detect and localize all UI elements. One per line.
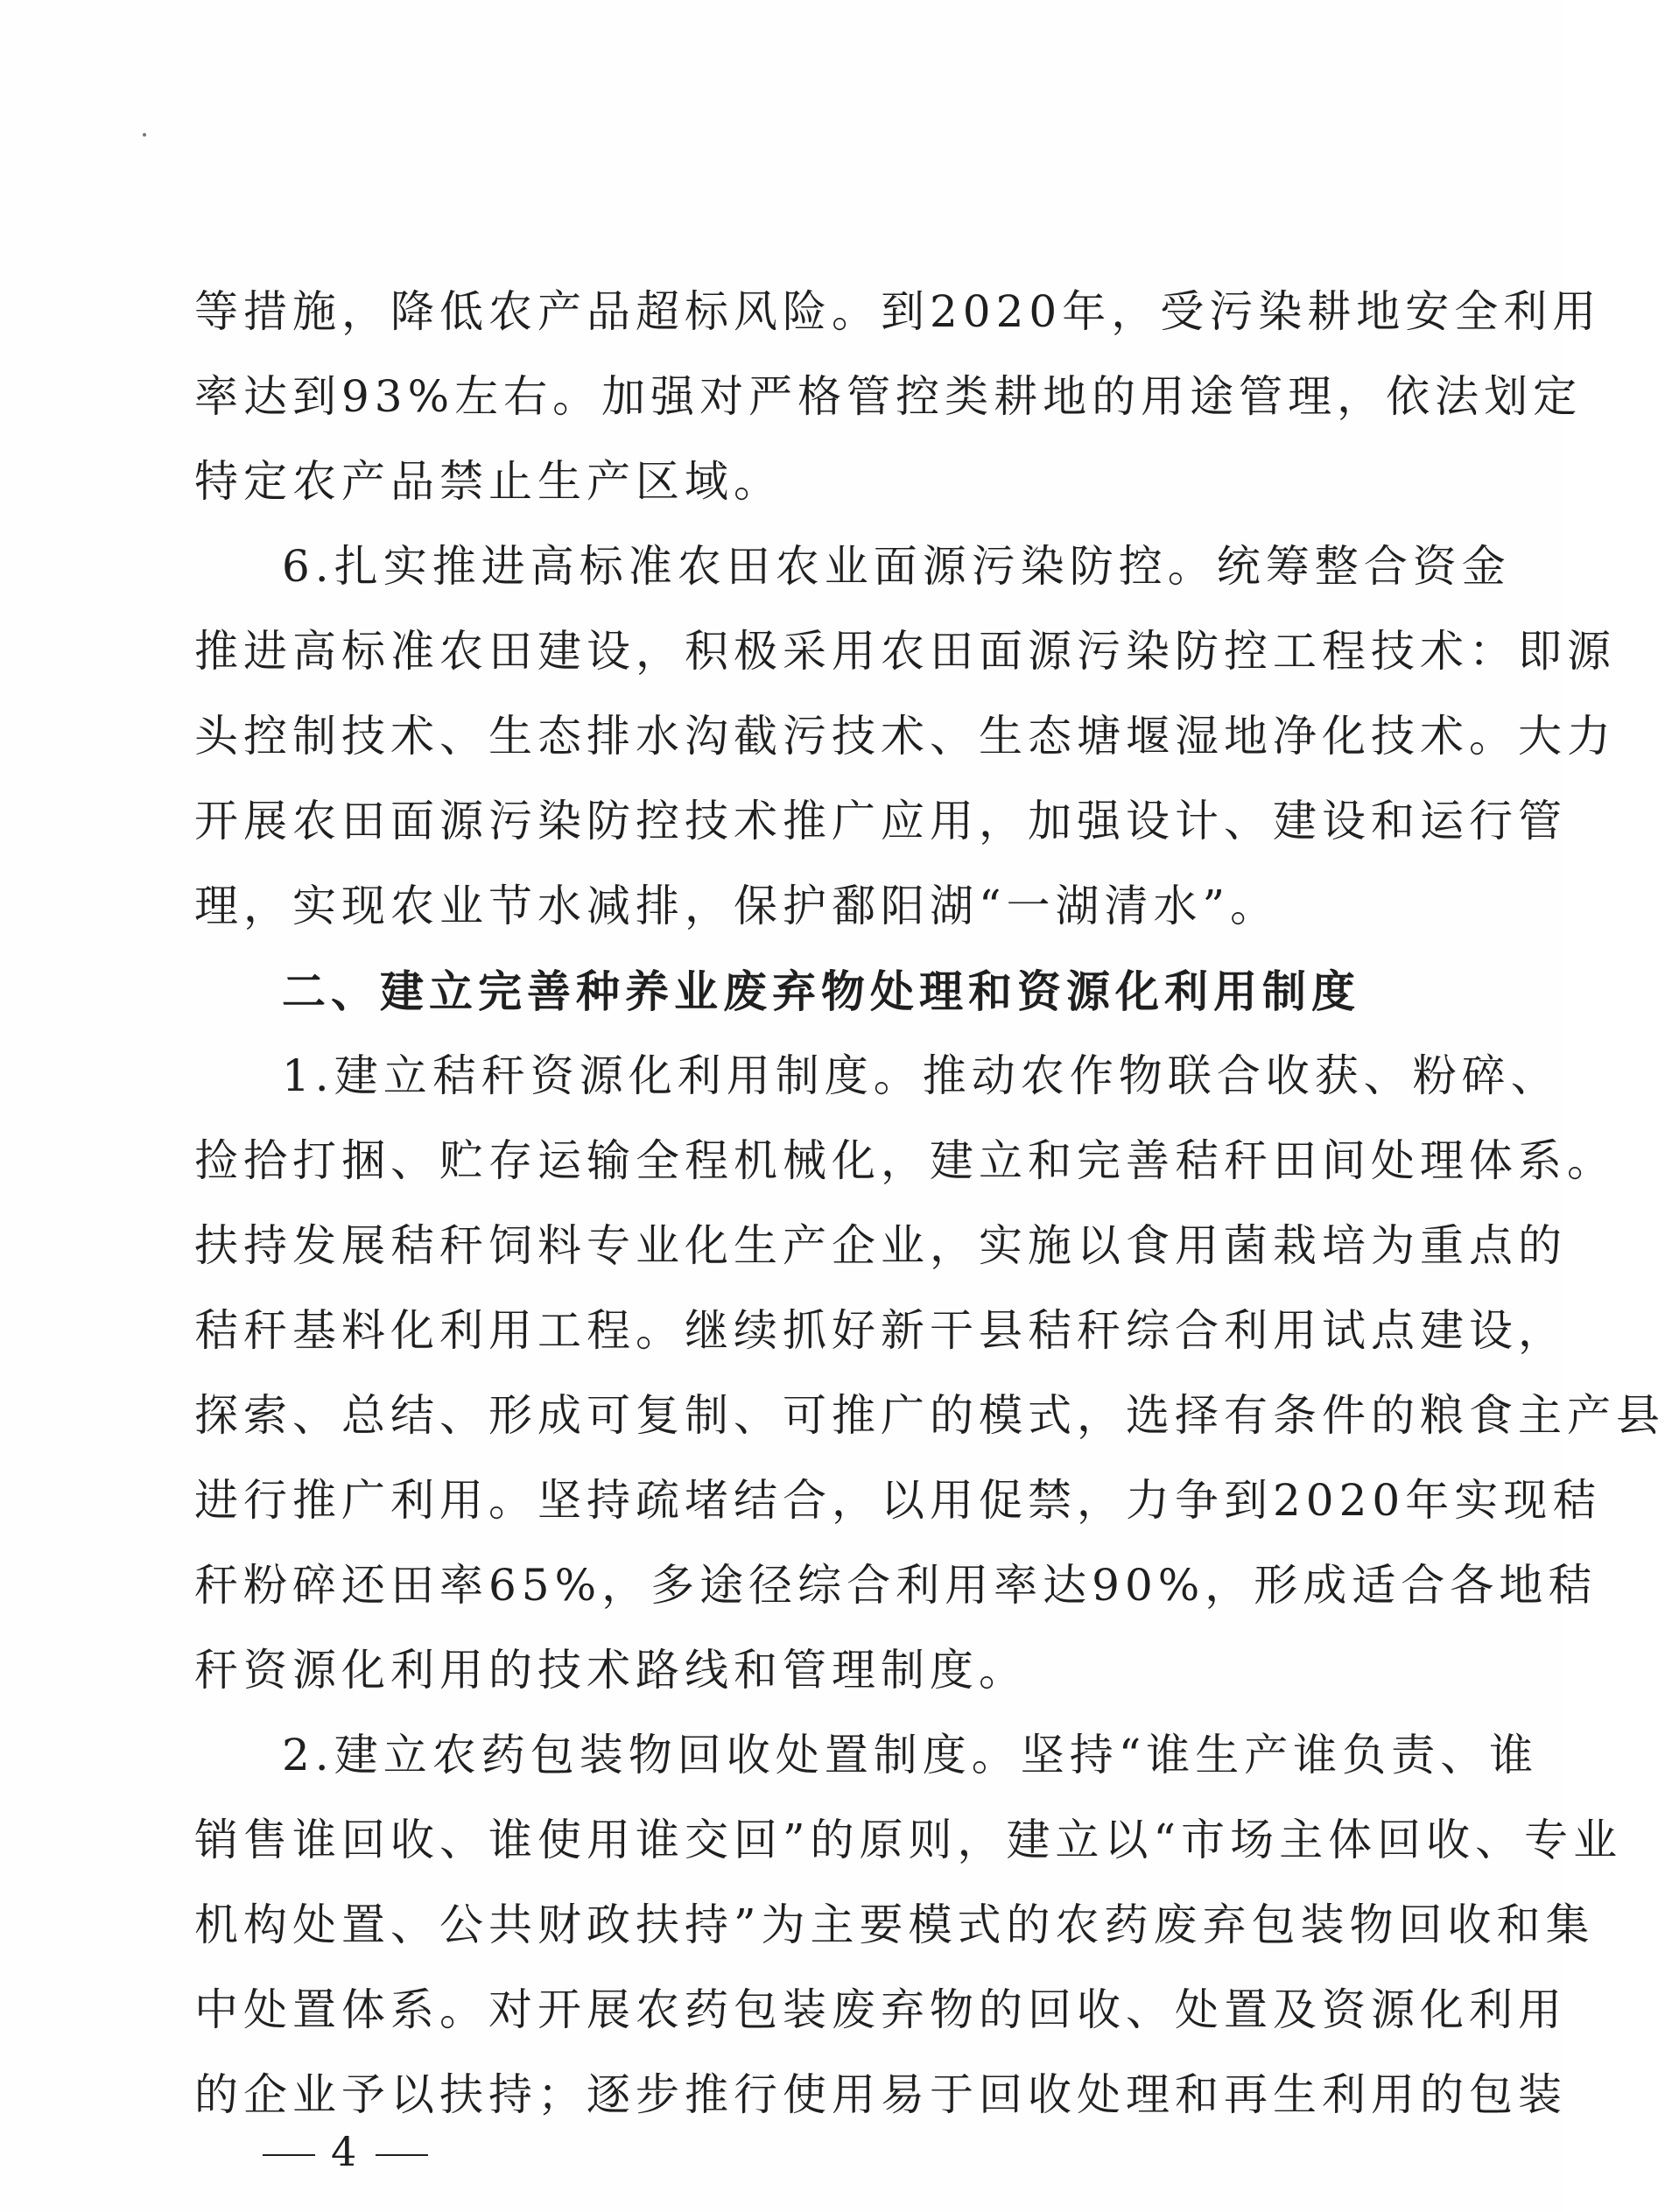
body-line: 机构处置、公共财政扶持”为主要模式的农药废弃包装物回收和集	[194, 1900, 1595, 1950]
page-number-footer	[247, 2125, 444, 2178]
body-line: 的企业予以扶持；逐步推行使用易于回收处理和再生利用的包装	[194, 2069, 1567, 2120]
body-line: 6.扎实推进高标准农田农业面源污染防控。统筹整合资金	[282, 541, 1511, 592]
body-line: 秆资源化利用的技术路线和管理制度。	[194, 1645, 1028, 1696]
body-line: 销售谁回收、谁使用谁交回”的原则，建立以“市场主体回收、专业	[194, 1815, 1623, 1865]
body-line: 捡拾打捆、贮存运输全程机械化，建立和完善秸秆田间处理体系。	[194, 1135, 1616, 1186]
body-line: 理，实现农业节水减排，保护鄱阳湖“一湖清水”。	[194, 881, 1280, 931]
page-number-dash-left	[263, 2154, 315, 2156]
body-line: 开展农田面源污染防控技术推广应用，加强设计、建设和运行管	[194, 796, 1567, 846]
body-line: 秆粉碎还田率65%，多途径综合利用率达90%，形成适合各地秸	[194, 1560, 1598, 1611]
body-line: 扶持发展秸秆饲料专业化生产企业，实施以食用菌栽培为重点的	[194, 1220, 1567, 1271]
body-line: 探索、总结、形成可复制、可推广的模式，选择有条件的粮食主产县	[194, 1390, 1665, 1441]
body-line: 进行推广利用。坚持疏堵结合，以用促禁，力争到2020年实现秸	[194, 1475, 1602, 1526]
body-line: 率达到93%左右。加强对严格管控类耕地的用途管理，依法划定	[194, 371, 1583, 422]
document-body	[194, 270, 1665, 2138]
body-line: 秸秆基料化利用工程。继续抓好新干县秸秆综合利用试点建设，	[194, 1305, 1567, 1356]
section-heading: 二、建立完善种养业废弃物处理和资源化利用制度	[282, 966, 1360, 1017]
page-number-dash-right	[376, 2154, 428, 2156]
body-line: 等措施，降低农产品超标风险。到2020年，受污染耕地安全利用	[194, 286, 1602, 337]
body-line: 推进高标准农田建设，积极采用农田面源污染防控工程技术：即源	[194, 626, 1616, 677]
scan-speck	[143, 133, 146, 137]
body-line: 中处置体系。对开展农药包装废弃物的回收、处置及资源化利用	[194, 1984, 1567, 2035]
body-line: 特定农产品禁止生产区域。	[194, 456, 783, 507]
body-line: 头控制技术、生态排水沟截污技术、生态塘堰湿地净化技术。大力	[194, 711, 1616, 762]
body-line: 1.建立秸秆资源化利用制度。推动农作物联合收获、粉碎、	[282, 1050, 1560, 1101]
page-number: 4	[331, 2128, 361, 2175]
body-line: 2.建立农药包装物回收处置制度。坚持“谁生产谁负责、谁	[282, 1730, 1539, 1780]
